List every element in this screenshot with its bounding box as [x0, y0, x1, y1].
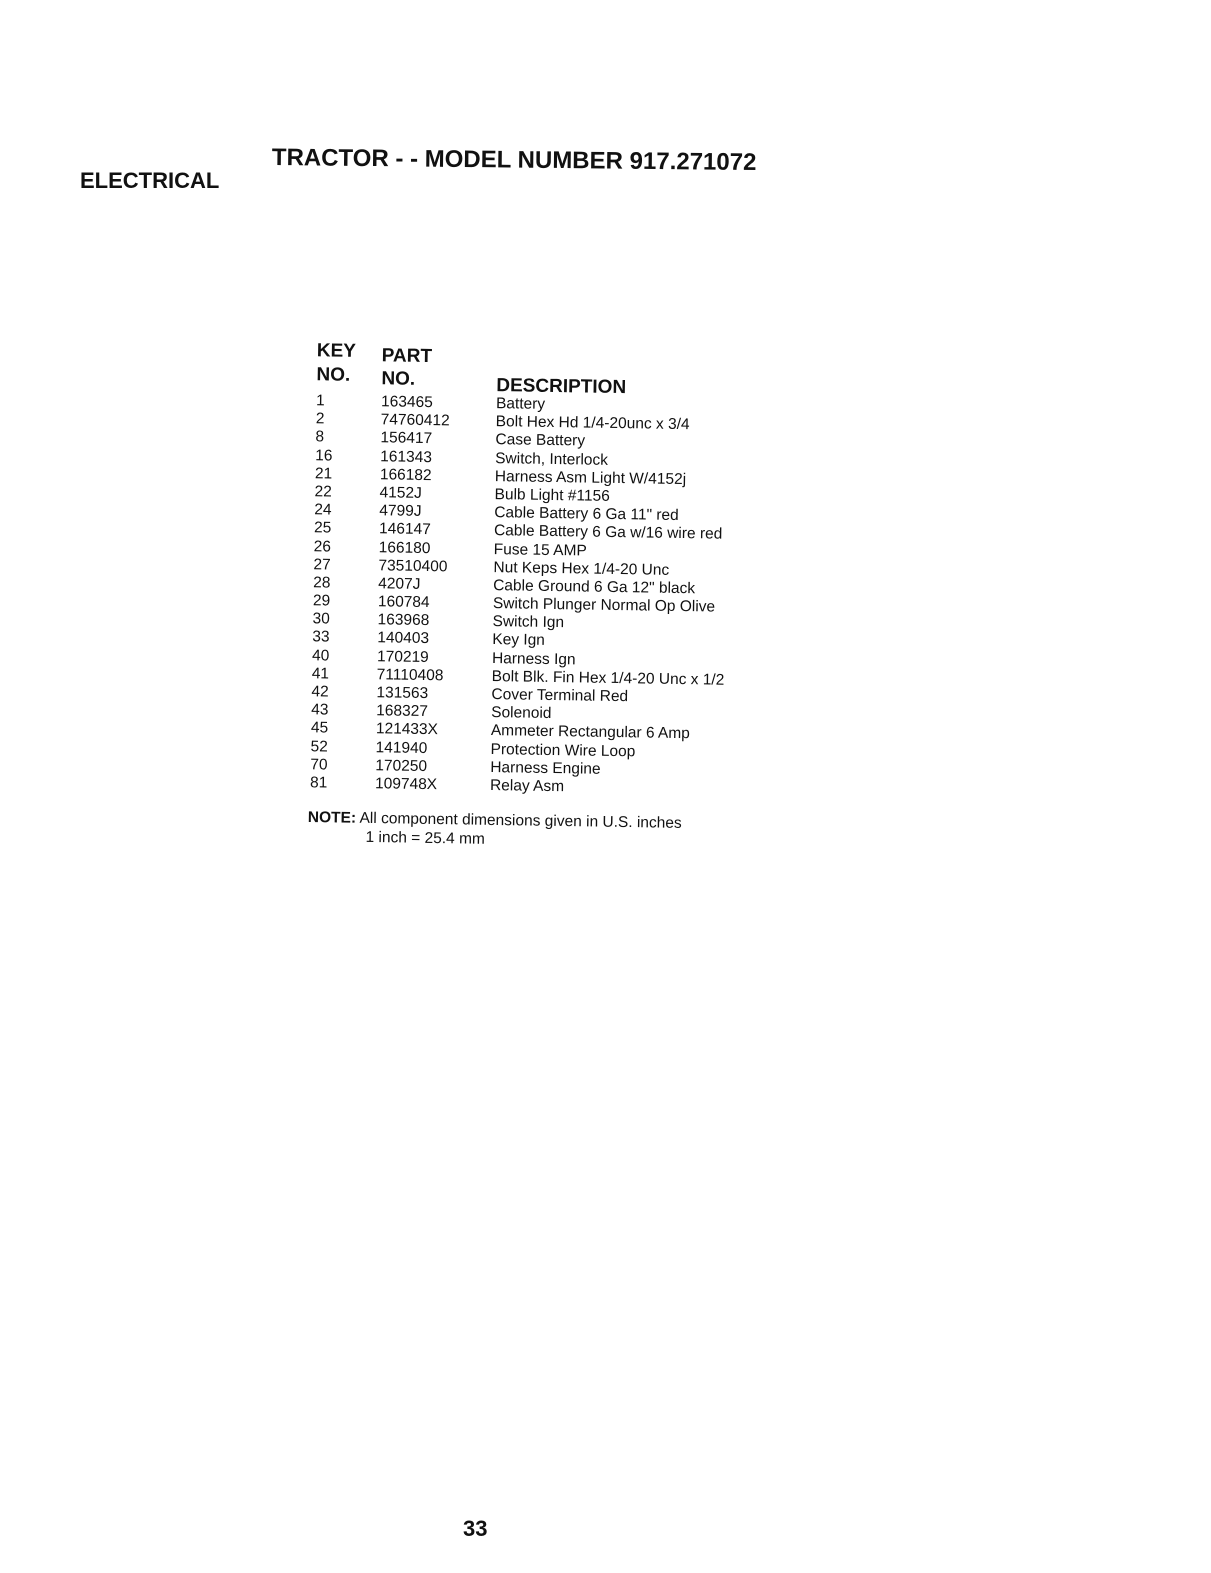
part-no-cell: 71110408 [376, 666, 444, 685]
part-no-cell: 4799J [379, 502, 422, 521]
description-cell: Cable Battery 6 Ga w/16 wire red [493, 522, 723, 543]
description-cell: Solenoid [491, 704, 552, 723]
key-no-cell: 43 [311, 701, 329, 719]
part-no-cell: 166182 [379, 466, 432, 484]
description-cell: Bolt Blk. Fin Hex 1/4-20 Unc x 1/2 [491, 667, 725, 689]
key-no-cell: 21 [314, 465, 333, 483]
part-no-cell: 163465 [380, 393, 433, 412]
key-no-cell: 28 [313, 574, 331, 592]
description-cell: Harness Asm Light W/4152j [494, 467, 687, 488]
part-no-cell: 4152J [379, 484, 422, 502]
note-line1: All component dimensions given in U.S. inches [359, 809, 682, 832]
description-cell: Switch, Interlock [495, 449, 609, 469]
part-no-cell: 74760412 [380, 411, 450, 430]
part-no-cell: 163968 [377, 611, 430, 630]
part-no-cell: 4207J [378, 575, 421, 593]
page-title: TRACTOR - - MODEL NUMBER 917.271072 [271, 144, 757, 177]
key-no-cell: 40 [311, 646, 330, 665]
part-no-cell: 109748X [374, 775, 438, 794]
key-no-cell: 41 [311, 665, 330, 683]
part-no-cell: 140403 [377, 629, 430, 648]
part-no-cell: 170219 [376, 647, 429, 666]
part-no-cell: 73510400 [378, 556, 448, 576]
description-cell: Case Battery [495, 431, 586, 450]
key-no-cell: 1 [315, 392, 325, 410]
key-no-cell: 26 [313, 537, 332, 556]
part-no-cell: 166180 [378, 538, 431, 557]
parts-list [300, 340, 770, 796]
page-number: 33 [463, 1516, 488, 1541]
description-cell: Ammeter Rectangular 6 Amp [490, 722, 691, 743]
description-cell: Key Ign [492, 631, 546, 650]
header-key-line2: NO. [316, 364, 351, 386]
key-no-cell: 81 [309, 774, 328, 792]
part-no-cell: 141940 [375, 738, 428, 757]
description-cell: Nut Keps Hex 1/4-20 Unc [493, 558, 670, 579]
note-label: NOTE: [307, 808, 357, 827]
description-cell: Bolt Hex Hd 1/4-20unc x 3/4 [495, 413, 690, 434]
part-no-cell: 161343 [380, 447, 433, 466]
note [307, 808, 681, 852]
part-no-cell: 121433X [375, 720, 439, 739]
description-cell: Switch Ign [492, 613, 565, 632]
part-no-cell: 160784 [377, 593, 430, 612]
key-no-cell: 25 [313, 519, 332, 537]
header-part-line1: PART [381, 345, 433, 368]
description-cell: Switch Plunger Normal Op Olive [492, 595, 716, 616]
description-cell: Relay Asm [489, 776, 565, 796]
key-no-cell: 70 [310, 755, 328, 774]
part-no-cell: 156417 [380, 429, 433, 448]
key-no-cell: 16 [315, 446, 333, 465]
key-no-cell: 8 [315, 428, 325, 446]
part-no-cell: 168327 [376, 702, 429, 721]
description-cell: Protection Wire Loop [490, 740, 636, 760]
description-cell: Cover Terminal Red [491, 686, 629, 706]
key-no-cell: 29 [312, 592, 331, 610]
key-no-cell: 42 [311, 683, 329, 701]
key-no-cell: 52 [310, 737, 329, 756]
description-cell: Cable Ground 6 Ga 12" black [493, 576, 696, 598]
parts-rows [293, 392, 769, 799]
key-no-cell: 27 [313, 555, 331, 574]
key-no-cell: 24 [314, 501, 332, 519]
key-no-cell: 45 [310, 719, 329, 737]
description-cell: Fuse 15 AMP [493, 540, 587, 560]
description-cell: Bulb Light #1156 [494, 486, 610, 505]
description-cell: Harness Engine [490, 758, 601, 778]
part-no-cell: 146147 [378, 520, 431, 539]
key-no-cell: 33 [312, 628, 330, 646]
key-no-cell: 2 [315, 410, 325, 428]
note-line2: 1 inch = 25.4 mm [365, 828, 485, 848]
key-no-cell: 22 [314, 483, 333, 501]
section-label: ELECTRICAL [80, 168, 220, 193]
description-cell: Harness Ign [491, 649, 576, 668]
part-no-cell: 170250 [375, 756, 428, 775]
description-cell: Cable Battery 6 Ga 11" red [494, 504, 679, 525]
header-part-line2: NO. [381, 368, 416, 390]
part-no-cell: 131563 [376, 684, 429, 703]
key-no-cell: 30 [312, 610, 331, 628]
header-key-line1: KEY [316, 340, 357, 362]
description-cell: Battery [495, 395, 546, 413]
header-description: DESCRIPTION [496, 375, 627, 399]
